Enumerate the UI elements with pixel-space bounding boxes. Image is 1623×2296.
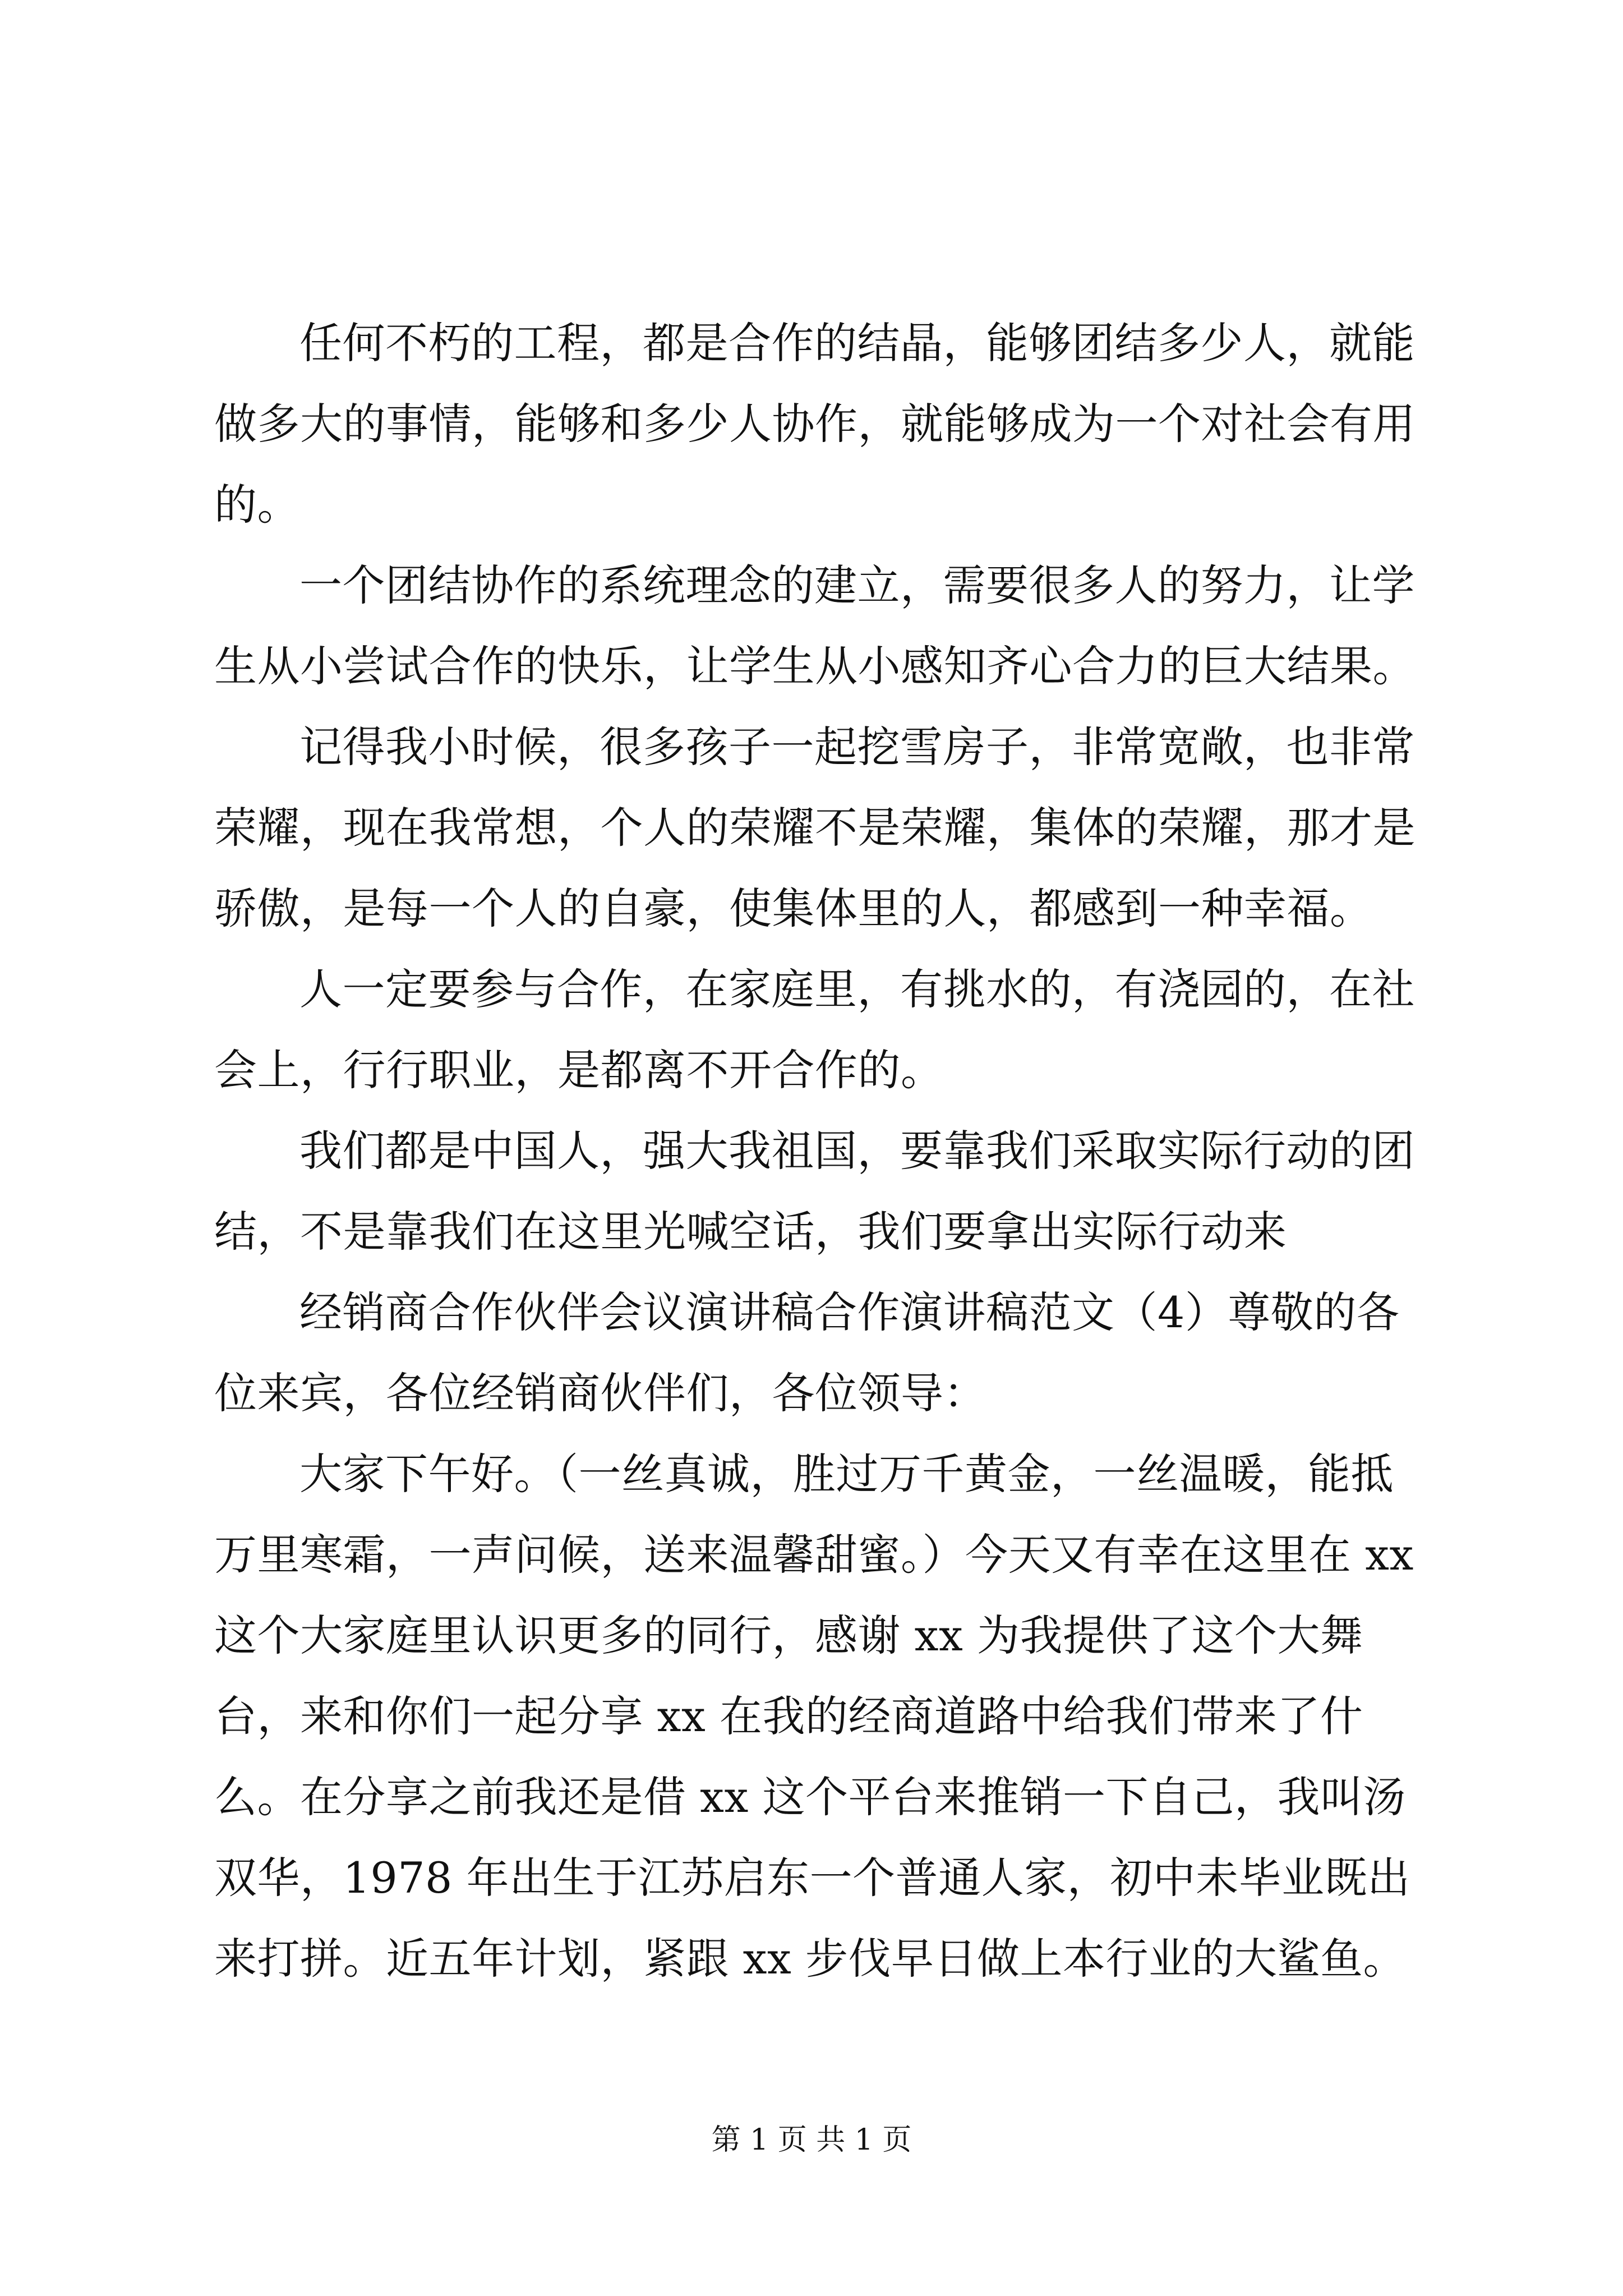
paragraph: 一个团结协作的系统理念的建立，需要很多人的努力，让学生从小尝试合作的快乐，让学生从小感知齐心合力的巨大结果。 — [214, 560, 1415, 691]
paragraph: 我们都是中国人，强大我祖国，要靠我们采取实际行动的团结，不是靠我们在这里光喊空话，我们要拿出实际行动来 — [214, 1126, 1415, 1257]
document-body — [214, 303, 1426, 1999]
paragraph: 大家下午好。（一丝真诚，胜过万千黄金，一丝温暖，能抵万里寒霜，一声问候，送来温馨甜蜜。）今天又有幸在这里在 xx 这个大家庭里认识更多的同行，感谢 xx 为我提供了这个大舞台，来和你们一起分享 xx 在我的经商道路中给我们带来了什么。在分享之前我还是借 xx 这个平台来推销一下自己，我叫汤双华，1978 年出生于江苏启东一个普通人家，初中未毕业既出来打拼。近五年计划，紧跟 xx 步伐早日做上本行业的大鲨鱼。 — [214, 1449, 1414, 1984]
paragraph: 任何不朽的工程，都是合作的结晶，能够团结多少人，就能做多大的事情，能够和多少人协作，就能够成为一个对社会有用的。 — [214, 318, 1415, 530]
page-footer: 第 1 页 共 1 页 — [711, 2123, 912, 2157]
paragraph: 经销商合作伙伴会议演讲稿合作演讲稿范文（4）尊敬的各位来宾，各位经销商伙伴们，各位领导： — [214, 1287, 1400, 1418]
paragraph: 人一定要参与合作，在家庭里，有挑水的，有浇园的，在社会上，行行职业，是都离不开合作的。 — [214, 964, 1415, 1095]
paragraph: 记得我小时候，很多孩子一起挖雪房子，非常宽敞，也非常荣耀，现在我常想，个人的荣耀不是荣耀，集体的荣耀，那才是骄傲，是每一个人的自豪，使集体里的人，都感到一种幸福。 — [214, 722, 1415, 933]
